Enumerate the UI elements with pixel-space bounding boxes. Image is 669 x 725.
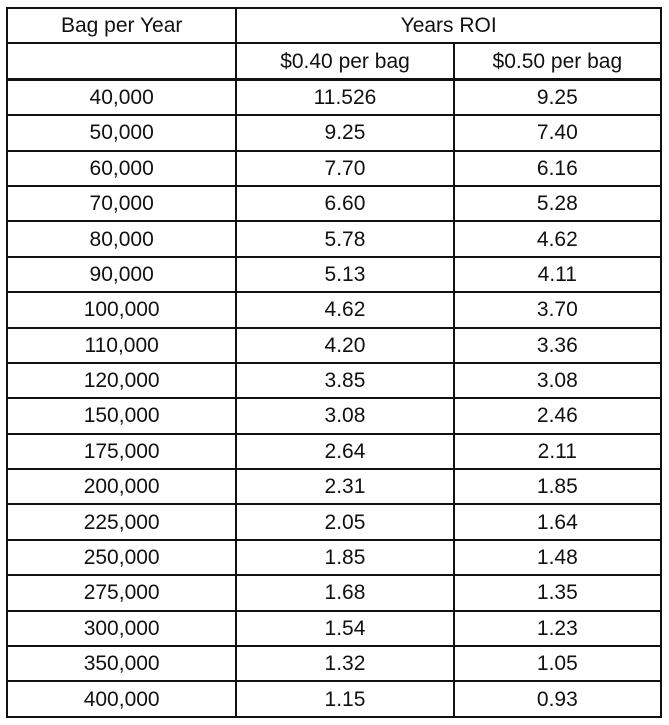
roi-050-cell: 0.93 bbox=[454, 681, 661, 716]
roi-040-cell: 3.08 bbox=[236, 398, 453, 433]
roi-040-cell: 5.78 bbox=[236, 221, 453, 256]
roi-050-cell: 5.28 bbox=[454, 186, 661, 221]
bags-cell: 200,000 bbox=[7, 469, 236, 504]
roi-050-cell: 2.11 bbox=[454, 434, 661, 469]
roi-050-cell: 1.23 bbox=[454, 611, 661, 646]
bags-cell: 50,000 bbox=[7, 115, 236, 150]
roi-040-cell: 4.62 bbox=[236, 292, 453, 327]
roi-040-cell: 11.526 bbox=[236, 79, 453, 115]
bags-cell: 175,000 bbox=[7, 434, 236, 469]
roi-050-cell: 3.70 bbox=[454, 292, 661, 327]
table-row bbox=[7, 575, 661, 610]
roi-040-cell: 1.85 bbox=[236, 540, 453, 575]
roi-050-cell: 9.25 bbox=[454, 79, 661, 115]
table-row bbox=[7, 646, 661, 681]
roi-040-cell: 5.13 bbox=[236, 257, 453, 292]
table-row bbox=[7, 363, 661, 398]
table-row bbox=[7, 398, 661, 433]
roi-050-cell: 6.16 bbox=[454, 151, 661, 186]
table-row bbox=[7, 79, 661, 115]
roi-050-cell: 2.46 bbox=[454, 398, 661, 433]
roi-050-cell: 1.35 bbox=[454, 575, 661, 610]
subheader-row bbox=[7, 43, 661, 79]
roi-040-cell: 9.25 bbox=[236, 115, 453, 150]
header-row bbox=[7, 8, 661, 43]
bags-cell: 400,000 bbox=[7, 681, 236, 716]
table-row bbox=[7, 328, 661, 363]
table-row bbox=[7, 221, 661, 256]
roi-040-cell: 2.31 bbox=[236, 469, 453, 504]
roi-040-cell: 1.68 bbox=[236, 575, 453, 610]
bags-cell: 80,000 bbox=[7, 221, 236, 256]
bags-cell: 225,000 bbox=[7, 504, 236, 539]
bags-cell: 110,000 bbox=[7, 328, 236, 363]
roi-040-cell: 1.54 bbox=[236, 611, 453, 646]
roi-050-cell: 1.85 bbox=[454, 469, 661, 504]
bags-cell: 70,000 bbox=[7, 186, 236, 221]
roi-040-cell: 3.85 bbox=[236, 363, 453, 398]
table-row bbox=[7, 469, 661, 504]
roi-040-cell: 4.20 bbox=[236, 328, 453, 363]
table-row bbox=[7, 540, 661, 575]
table-row bbox=[7, 504, 661, 539]
table-row bbox=[7, 434, 661, 469]
table-row bbox=[7, 151, 661, 186]
table-row bbox=[7, 292, 661, 327]
header-years-roi: Years ROI bbox=[236, 8, 661, 43]
bags-cell: 350,000 bbox=[7, 646, 236, 681]
roi-050-cell: 1.05 bbox=[454, 646, 661, 681]
roi-050-cell: 4.11 bbox=[454, 257, 661, 292]
table-row bbox=[7, 186, 661, 221]
table-row bbox=[7, 257, 661, 292]
roi-040-cell: 7.70 bbox=[236, 151, 453, 186]
roi-050-cell: 7.40 bbox=[454, 115, 661, 150]
roi-040-cell: 2.05 bbox=[236, 504, 453, 539]
roi-050-cell: 3.08 bbox=[454, 363, 661, 398]
header-empty bbox=[7, 43, 236, 79]
roi-040-cell: 6.60 bbox=[236, 186, 453, 221]
roi-050-cell: 3.36 bbox=[454, 328, 661, 363]
header-bag-per-year: Bag per Year bbox=[7, 8, 236, 43]
bags-cell: 300,000 bbox=[7, 611, 236, 646]
bags-cell: 250,000 bbox=[7, 540, 236, 575]
roi-050-cell: 1.64 bbox=[454, 504, 661, 539]
bags-cell: 275,000 bbox=[7, 575, 236, 610]
header-040-per-bag: $0.40 per bag bbox=[236, 43, 453, 79]
table-row bbox=[7, 115, 661, 150]
roi-040-cell: 1.15 bbox=[236, 681, 453, 716]
table-row bbox=[7, 611, 661, 646]
header-050-per-bag: $0.50 per bag bbox=[454, 43, 661, 79]
roi-050-cell: 4.62 bbox=[454, 221, 661, 256]
table-row bbox=[7, 681, 661, 716]
roi-050-cell: 1.48 bbox=[454, 540, 661, 575]
roi-040-cell: 2.64 bbox=[236, 434, 453, 469]
bags-cell: 100,000 bbox=[7, 292, 236, 327]
bags-cell: 90,000 bbox=[7, 257, 236, 292]
roi-table bbox=[6, 7, 662, 718]
bags-cell: 150,000 bbox=[7, 398, 236, 433]
bags-cell: 60,000 bbox=[7, 151, 236, 186]
roi-040-cell: 1.32 bbox=[236, 646, 453, 681]
bags-cell: 120,000 bbox=[7, 363, 236, 398]
bags-cell: 40,000 bbox=[7, 79, 236, 115]
